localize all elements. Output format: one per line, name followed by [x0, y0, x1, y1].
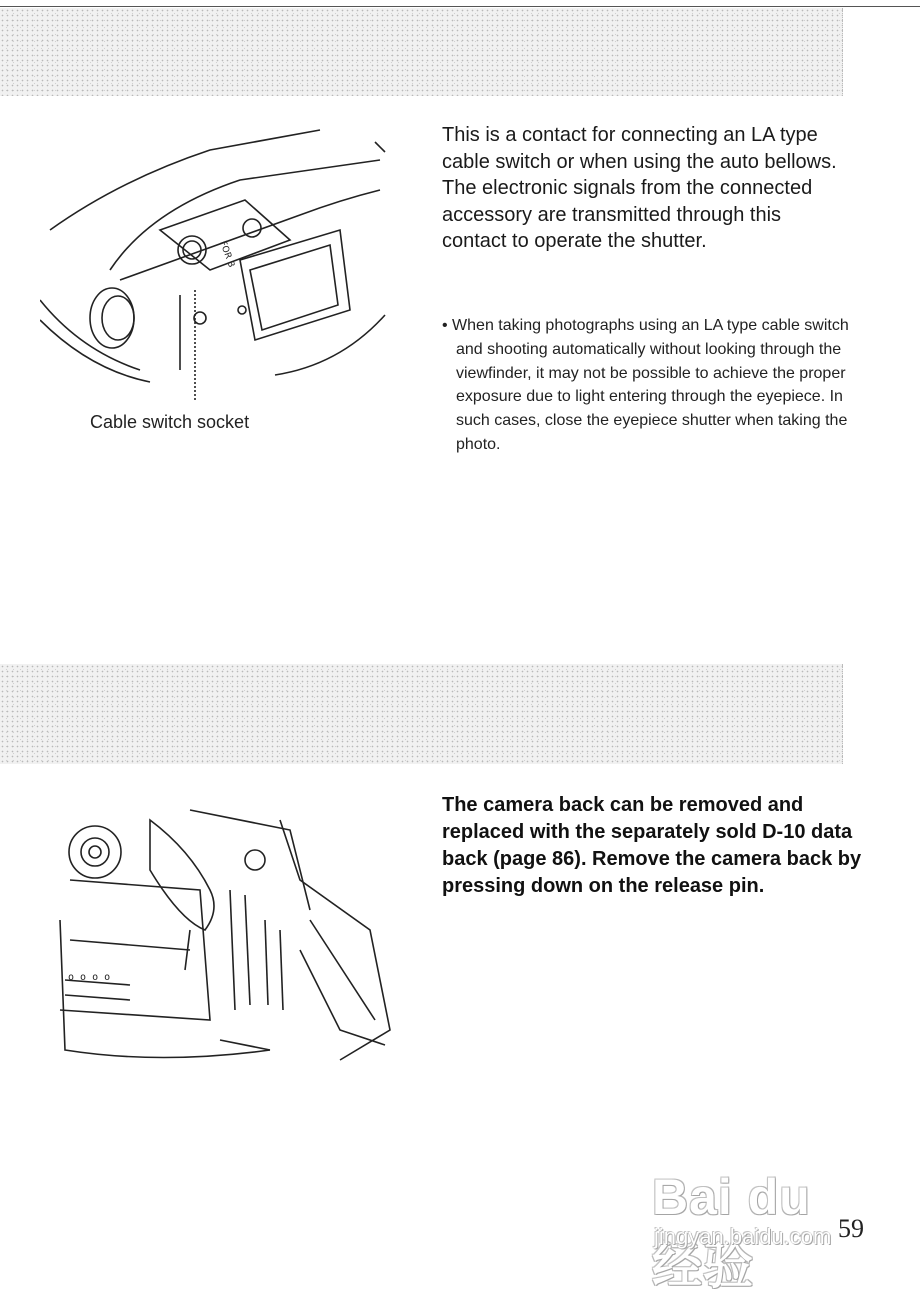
page-number: 59: [838, 1214, 864, 1243]
section-header-band-1: [0, 8, 843, 96]
exposure-note-bullet: • When taking photographs using an LA type cable switch and shooting automatically without looking through the viewfinder, it may not be possible to achieve the proper exposure due to light entering through the eyepiece. In such cases, close the eyepiece shutter when taking the photo.: [442, 317, 849, 453]
cable-switch-socket-caption: Cable switch socket: [90, 412, 250, 432]
svg-text:FOR B: FOR B: [217, 239, 237, 269]
baidu-logo: Bai du 经验: [652, 1169, 811, 1294]
cable-switch-socket-illustration: [40, 120, 400, 410]
section-header-band-2: [0, 664, 843, 764]
camera-back-description: The camera back can be removed and replaced with the separately sold D-10 data back (page 86). Remove the camera back by pressing down on the release pin.: [442, 794, 862, 897]
top-rule: [0, 6, 920, 7]
svg-text:o o o o: o o o o: [68, 972, 111, 983]
camera-back-removal-illustration: [40, 790, 400, 1080]
contact-description: This is a contact for connecting an LA type cable switch or when using the auto bellows. The electronic signals from the connected accessory are transmitted through this contact to operate the shutter.: [442, 124, 837, 253]
watermark-url: jingyan.baidu.com: [654, 1224, 832, 1249]
